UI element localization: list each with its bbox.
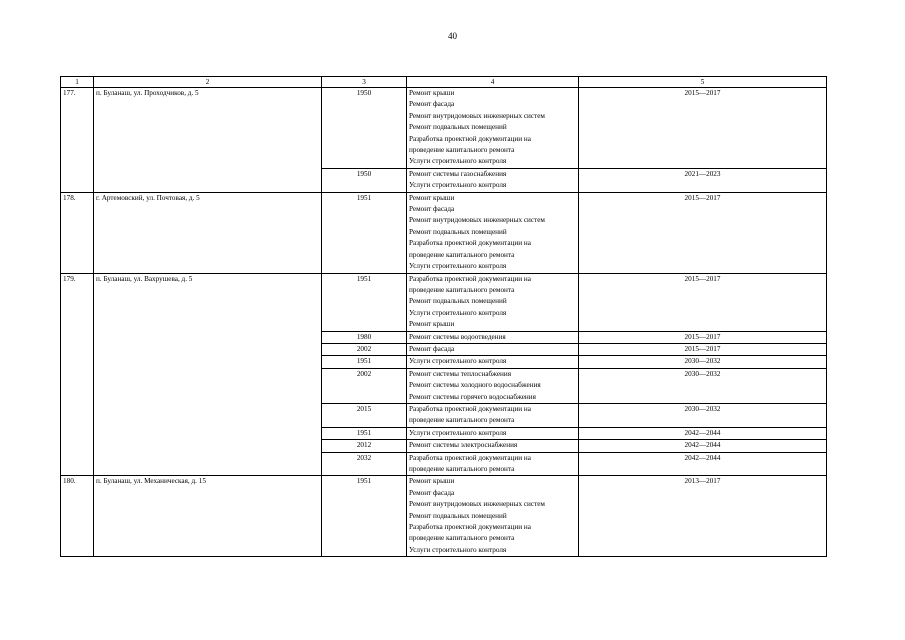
building-address: п. Буланаш, ул. Проходчиков, д. 5	[94, 88, 322, 193]
works-cell	[407, 168, 579, 192]
work-item: Ремонт системы водоотведения	[409, 332, 506, 341]
year-cell: 2012	[322, 440, 407, 452]
work-item: Ремонт подвальных помещений	[409, 511, 507, 520]
period-cell: 2015—2017	[579, 343, 827, 355]
works-cell	[407, 452, 579, 476]
building-number: 180.	[61, 476, 94, 557]
work-item: Ремонт системы газоснабжения	[409, 169, 507, 178]
work-item: Разработка проектной документации на	[409, 239, 531, 248]
building-number: 177.	[61, 88, 94, 193]
period-cell: 2015—2017	[579, 273, 827, 331]
year-cell: 2032	[322, 452, 407, 476]
column-header: 5	[579, 77, 827, 88]
building-address: п. Буланаш, ул. Вахрушева, д. 5	[94, 273, 322, 476]
table-row	[61, 273, 827, 331]
column-header: 3	[322, 77, 407, 88]
works-cell	[407, 368, 579, 403]
year-cell: 1950	[322, 88, 407, 169]
period-cell: 2042—2044	[579, 427, 827, 439]
work-item: Разработка проектной документации на	[409, 404, 531, 413]
period-cell: 2030—2032	[579, 356, 827, 368]
works-cell	[407, 403, 579, 427]
table-row	[61, 192, 827, 273]
work-item: Ремонт фасада	[409, 205, 455, 214]
works-cell	[407, 331, 579, 343]
capital-repair-table	[60, 76, 827, 557]
works-cell	[407, 343, 579, 355]
works-cell	[407, 88, 579, 169]
work-item: Услуги строительного контроля	[409, 308, 507, 317]
year-cell: 1951	[322, 427, 407, 439]
works-cell	[407, 356, 579, 368]
work-item: Ремонт системы холодного водоснабжения	[409, 381, 541, 390]
work-item: Ремонт внутридомовых инженерных систем	[409, 111, 545, 120]
period-cell: 2015—2017	[579, 192, 827, 273]
work-item: Ремонт крыши	[409, 477, 455, 486]
work-item: Услуги строительного контроля	[409, 545, 507, 554]
work-item: проведение капитального ремонта	[409, 146, 515, 155]
works-cell	[407, 476, 579, 557]
work-item: Ремонт системы горячего водоснабжения	[409, 392, 536, 401]
work-item: Ремонт подвальных помещений	[409, 297, 507, 306]
year-cell: 2015	[322, 403, 407, 427]
work-item: Ремонт внутридомовых инженерных систем	[409, 500, 545, 509]
table-row	[61, 88, 827, 169]
work-item: Разработка проектной документации на	[409, 274, 531, 283]
period-cell: 2015—2017	[579, 331, 827, 343]
year-cell: 1950	[322, 168, 407, 192]
work-item: Ремонт крыши	[409, 193, 455, 202]
period-cell: 2021—2023	[579, 168, 827, 192]
work-item: проведение капитального ремонта	[409, 465, 515, 473]
column-header: 2	[94, 77, 322, 88]
building-address: п. Буланаш, ул. Механическая, д. 15	[94, 476, 322, 557]
period-cell: 2015—2017	[579, 88, 827, 169]
work-item: Услуги строительного контроля	[409, 181, 507, 190]
period-cell: 2013—2017	[579, 476, 827, 557]
work-item: проведение капитального ремонта	[409, 250, 515, 259]
work-item: Услуги строительного контроля	[409, 157, 507, 166]
year-cell: 1951	[322, 356, 407, 368]
work-item: Ремонт фасада	[409, 344, 455, 353]
table-header-row	[61, 77, 827, 88]
period-cell: 2042—2044	[579, 440, 827, 452]
work-item: Разработка проектной документации на	[409, 134, 531, 143]
year-cell: 1951	[322, 476, 407, 557]
period-cell: 2042—2044	[579, 452, 827, 476]
work-item: Ремонт фасада	[409, 100, 455, 109]
building-number: 179.	[61, 273, 94, 476]
work-item: Ремонт крыши	[409, 89, 455, 97]
work-item: Разработка проектной документации на	[409, 523, 531, 532]
work-item: Ремонт подвальных помещений	[409, 123, 507, 132]
year-cell: 2002	[322, 343, 407, 355]
works-cell	[407, 427, 579, 439]
column-header: 4	[407, 77, 579, 88]
period-cell: 2030—2032	[579, 368, 827, 403]
works-cell	[407, 273, 579, 331]
work-item: Ремонт подвальных помещений	[409, 227, 507, 236]
work-item: Ремонт крыши	[409, 320, 455, 329]
work-item: Ремонт системы теплоснабжения	[409, 369, 512, 378]
page-number: 40	[448, 31, 457, 41]
work-item: Ремонт системы электроснабжения	[409, 441, 518, 450]
work-item: проведение капитального ремонта	[409, 285, 515, 294]
work-item: Услуги строительного контроля	[409, 428, 507, 437]
work-item: Ремонт внутридомовых инженерных систем	[409, 216, 545, 225]
work-item: проведение капитального ремонта	[409, 534, 515, 543]
work-item: проведение капитального ремонта	[409, 416, 515, 425]
year-cell: 2002	[322, 368, 407, 403]
work-item: Разработка проектной документации на	[409, 453, 531, 462]
year-cell: 1980	[322, 331, 407, 343]
period-cell: 2030—2032	[579, 403, 827, 427]
building-number: 178.	[61, 192, 94, 273]
work-item: Услуги строительного контроля	[409, 262, 507, 271]
work-item: Услуги строительного контроля	[409, 357, 507, 366]
year-cell: 1951	[322, 192, 407, 273]
work-item: Ремонт фасада	[409, 488, 455, 497]
year-cell: 1951	[322, 273, 407, 331]
works-cell	[407, 192, 579, 273]
column-header: 1	[61, 77, 94, 88]
works-cell	[407, 440, 579, 452]
building-address: г. Артемовский, ул. Почтовая, д. 5	[94, 192, 322, 273]
table-row	[61, 476, 827, 557]
